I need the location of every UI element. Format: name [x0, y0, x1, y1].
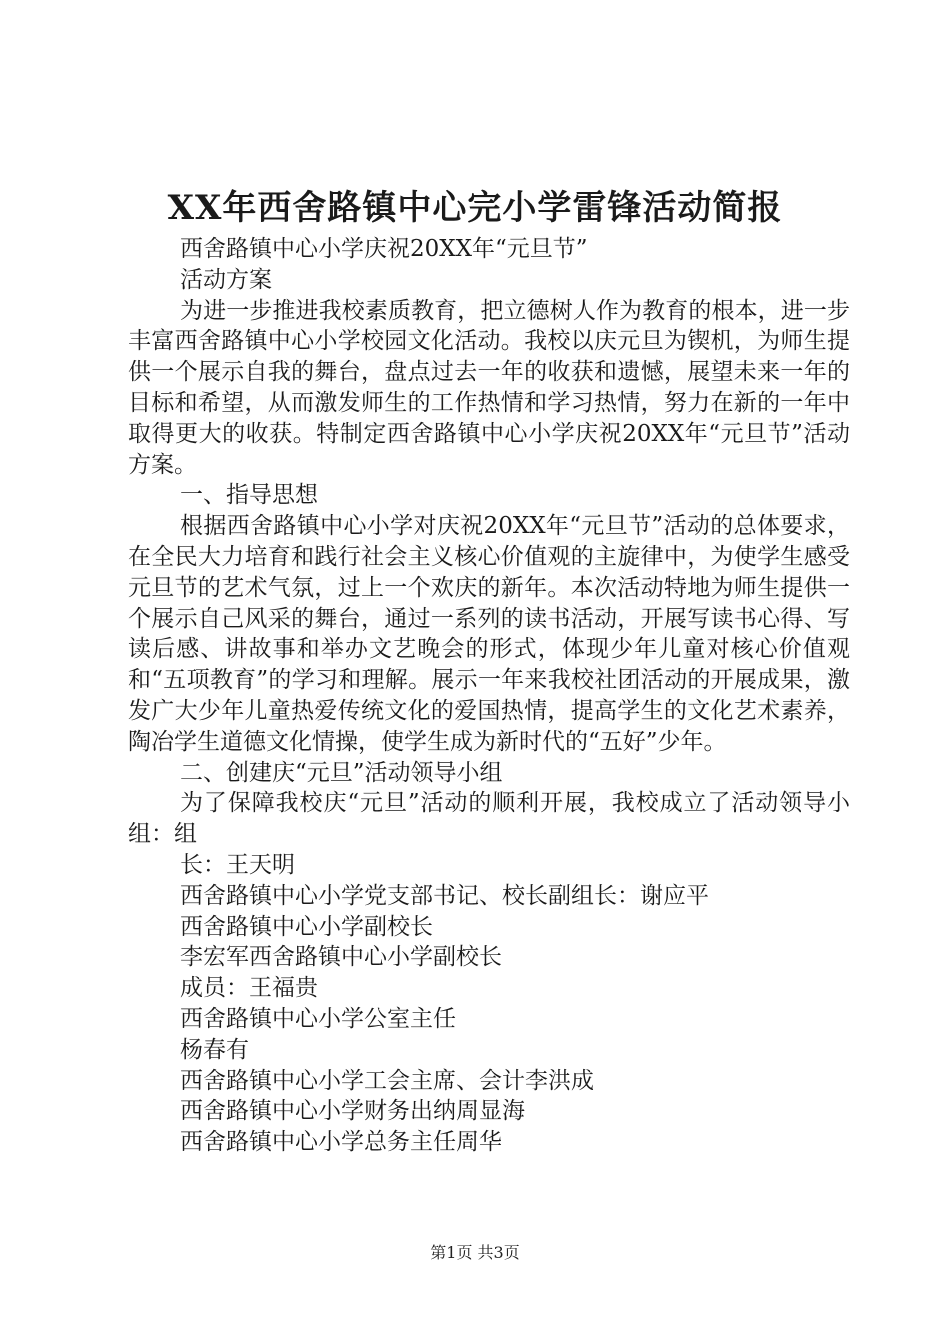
list-line: 长：王天明 [180, 851, 295, 878]
document-body [128, 234, 850, 1158]
list-line: 西舍路镇中心小学总务主任周华 [180, 1129, 502, 1156]
intro-paragraph: 为进一步推进我校素质教育，把立德树人作为教育的根本，进一步丰富西舍路镇中心小学校园文化活动。我校以庆元旦为锲机，为师生提供一个展示自我的舞台，盘点过去一年的收获和遗憾，展望未来一年的目标和希望，从而激发师生的工作热情和学习热情，努力在新的一年中取得更大的收获。特制定西舍路镇中心小学庆祝20XX年“元旦节”活动方案。 [128, 297, 850, 478]
section-heading-guiding-thought: 一、指导思想 [180, 482, 318, 509]
guiding-thought-paragraph: 根据西舍路镇中心小学对庆祝20XX年“元旦节”活动的总体要求，在全民大力培育和践行社会主义核心价值观的主旋律中，为使学生感受元旦节的艺术气氛，过上一个欢庆的新年。本次活动特地为师生提供一个展示自己风采的舞台，通过一系列的读书活动，开展写读书心得、写读后感、讲故事和举办文艺晚会的形式，体现少年儿童对核心价值观和“五项教育”的学习和理解。展示一年来我校社团活动的开展成果，激发广大少年儿童热爱传统文化的爱国热情，提高学生的文化艺术素养，陶冶学生道德文化情操，使学生成为新时代的“五好”少年。 [128, 513, 850, 755]
list-line: 西舍路镇中心小学党支部书记、校长副组长：谢应平 [180, 882, 709, 909]
document-title: XX年西舍路镇中心完小学雷锋活动简报 [167, 188, 783, 228]
list-line: 西舍路镇中心小学副校长 [180, 913, 433, 940]
list-line: 杨春有 [180, 1036, 249, 1063]
list-line: 成员：王福贵 [180, 975, 318, 1002]
list-line: 李宏军西舍路镇中心小学副校长 [180, 944, 502, 971]
leadership-group-paragraph: 为了保障我校庆“元旦”活动的顺利开展，我校成立了活动领导小组：组 [128, 790, 850, 848]
list-line: 西舍路镇中心小学财务出纳周显海 [180, 1098, 525, 1125]
list-line: 西舍路镇中心小学公室主任 [180, 1005, 456, 1032]
list-line: 西舍路镇中心小学工会主席、会计李洪成 [180, 1067, 594, 1094]
subtitle-line-2: 活动方案 [180, 266, 272, 293]
page-number-footer: 第1页 共3页 [430, 1243, 520, 1262]
section-heading-leadership-group: 二、创建庆“元旦”活动领导小组 [180, 759, 503, 786]
subtitle-line-1: 西舍路镇中心小学庆祝20XX年“元旦节” [180, 236, 588, 262]
